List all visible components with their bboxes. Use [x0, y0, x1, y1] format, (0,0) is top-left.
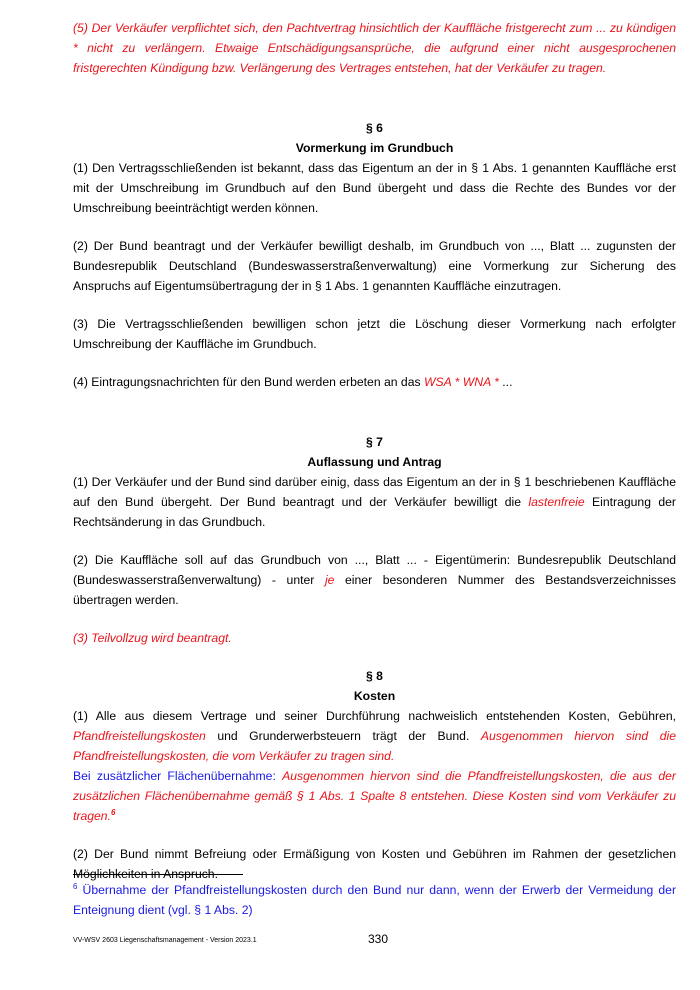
section-8-title: Kosten	[353, 689, 396, 703]
section-7-paragraph-1: (1) Der Verkäufer und der Bund sind darüber einig, dass das Eigentum an der in § 1 beschriebenen Kauffläche auf den Bund übergeht. Der Bund beantragt und der Verkäufer bewilligt die lastenfreie Eintragung der Rechtsänderung in das Grundbuch.	[73, 475, 676, 529]
section-6-paragraph-4: (4) Eintragungsnachrichten für den Bund werden erbeten an das WSA * WNA * ...	[73, 375, 513, 389]
section-7-number: § 7	[366, 435, 383, 449]
section-8-number: § 8	[366, 669, 383, 683]
section-6-number: § 6	[366, 121, 383, 135]
section-6-paragraph-2: (2) Der Bund beantragt und der Verkäufer bewilligt deshalb, im Grundbuch von ..., Blatt ... zugunsten der Bundesrepublik Deutschland (Bundeswasserstraßenverwaltung) eine Vormerkung zur Sicherung des Anspruchs auf Eigentumsübertragung der in § 1 Abs. 1 genannten Kauffläche einzutragen.	[73, 239, 676, 293]
section-6-paragraph-3: (3) Die Vertragsschließenden bewilligen schon jetzt die Löschung dieser Vormerkung nach erfolgter Umschreibung der Kauffläche im Grundbuch.	[73, 317, 676, 351]
section-7-paragraph-2: (2) Die Kauffläche soll auf das Grundbuch von ..., Blatt ... - Eigentümerin: Bundesrepublik Deutschland (Bundeswasserstraßenverwaltung) - unter je einer besonderen Nummer des Bestandsverzeichnisses übertragen werden.	[73, 553, 676, 607]
footer-document-id: VV-WSV 2603 Liegenschaftsmanagement - Version 2023.1	[73, 937, 257, 944]
page-number: 330	[368, 932, 389, 946]
section-6-title: Vormerkung im Grundbuch	[295, 141, 454, 155]
footnote: $^6$ Übernahme der Pfandfreistellungskosten durch den Bund nur dann, wenn der Erwerb der Vermeidung der Enteignung dient (vgl. § 1 Abs. 2)	[73, 881, 676, 917]
section-8-paragraph-1-variant: Bei zusätzlicher Flächenübernahme: Ausgenommen hiervon sind die Pfandfreistellungskosten, die aus der zusätzlichen Flächenübernahme gemäß § 1 Abs. 1 Spalte 8 entstehen. Diese Kosten sind vom Verkäufer zu tragen.$^6$	[73, 769, 676, 823]
footnote-marker: 6	[73, 881, 78, 891]
paragraph-5-pacht: (5) Der Verkäufer verpflichtet sich, den Pachtvertrag hinsichtlich der Kauffläche fristgerecht zum ... zu kündigen * nicht zu verlängern. Etwaige Entschädigungsansprüche, die aufgrund einer nicht ausgesprochenen fristgerechten Kündigung bzw. Verlängerung des Vertrages entstehen, hat der Verkäufer zu tragen.	[73, 21, 676, 75]
footnote-reference[interactable]: 6	[110, 807, 116, 817]
footnote-separator	[73, 874, 243, 875]
section-7-title: Auflassung und Antrag	[307, 455, 442, 469]
section-7-paragraph-3: (3) Teilvollzug wird beantragt.	[73, 631, 232, 645]
section-6-paragraph-1: (1) Den Vertragsschließenden ist bekannt, dass das Eigentum an der in § 1 Abs. 1 genannten Kauffläche erst mit der Umschreibung im Grundbuch auf den Bund übergeht und dass die Rechte des Bundes vor der Umschreibung beeinträchtigt werden können.	[73, 161, 676, 215]
section-8-paragraph-1: (1) Alle aus diesem Vertrage und seiner Durchführung nachweislich entstehenden Kosten, Gebühren, Pfandfreistellungskosten und Grunderwerbsteuern trägt der Bund. Ausgenommen hiervon sind die Pfandfreistellungskosten, die vom Verkäufer zu tragen sind.	[73, 709, 676, 763]
document-page	[73, 0, 676, 884]
section-8-paragraph-2: (2) Der Bund nimmt Befreiung oder Ermäßigung von Kosten und Gebühren im Rahmen der gesetzlichen Möglichkeiten in Anspruch.	[73, 847, 676, 881]
